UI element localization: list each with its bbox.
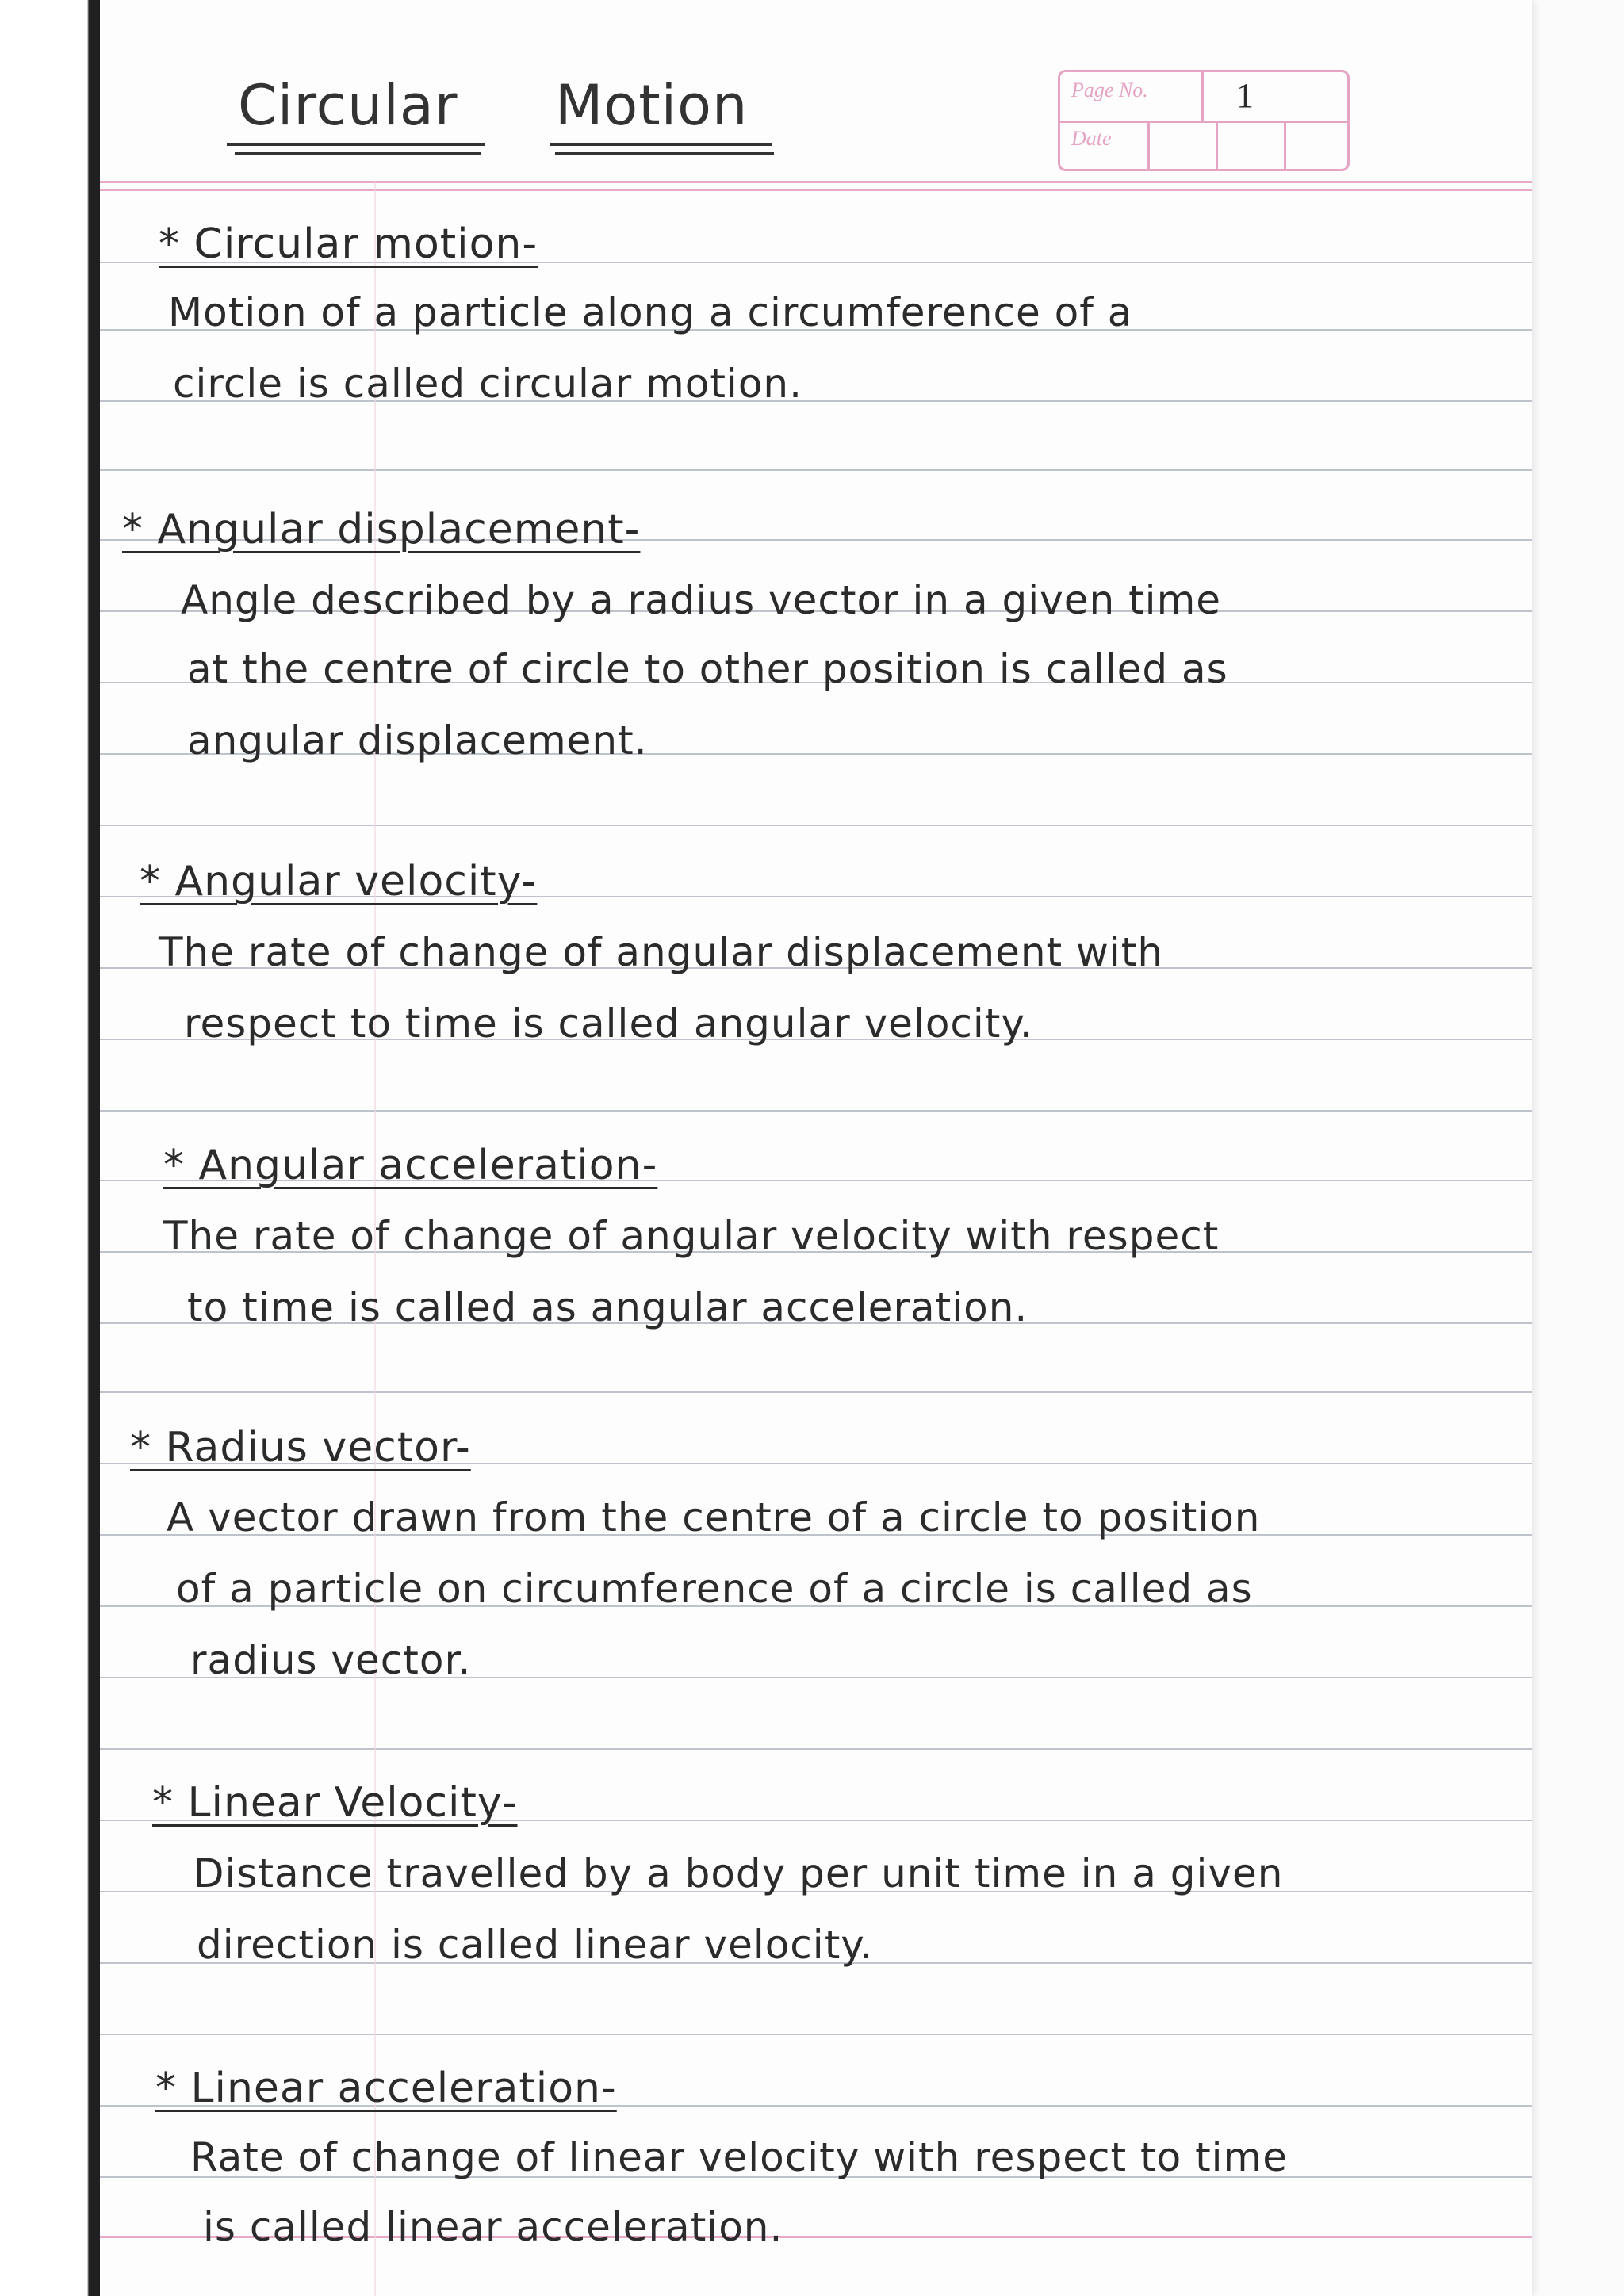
section-heading-linear-velocity: * Linear Velocity- — [152, 1779, 518, 1827]
section-heading-angular-acceleration: * Angular acceleration- — [163, 1142, 658, 1189]
body-line: Rate of change of linear velocity with respect to time — [190, 2134, 1289, 2180]
section-heading-angular-velocity: * Angular velocity- — [140, 858, 538, 905]
body-line: direction is called linear velocity. — [197, 1922, 873, 1968]
body-line: is called linear acceleration. — [203, 2204, 783, 2250]
cell-divider — [1201, 72, 1204, 121]
page-title-part1: Circular — [238, 73, 458, 138]
ruled-line — [100, 1748, 1532, 1750]
section-heading-angular-displacement: * Angular displacement- — [122, 506, 641, 553]
page-no-label: Page No. — [1071, 78, 1148, 101]
title-underline — [550, 143, 772, 146]
header-rule-2 — [100, 189, 1532, 191]
date-label: Date — [1071, 127, 1112, 150]
section-heading-circular-motion: * Circular motion- — [159, 220, 538, 268]
body-line: The rate of change of angular displacement with — [159, 929, 1164, 975]
body-line: Distance travelled by a body per unit time in a given — [193, 1850, 1284, 1896]
body-line: at the centre of circle to other position is called as — [187, 646, 1228, 692]
page-number: 1 — [1236, 76, 1254, 115]
title-underline — [555, 152, 774, 155]
cell-divider — [1216, 121, 1218, 169]
body-line: angular displacement. — [187, 718, 648, 763]
title-underline — [227, 143, 485, 146]
ruled-line — [100, 1391, 1532, 1393]
body-line: The rate of change of angular velocity with respect — [163, 1213, 1220, 1259]
ruled-line — [100, 1110, 1532, 1112]
body-line: respect to time is called angular velocity. — [184, 1001, 1033, 1047]
binding-edge — [89, 0, 100, 2296]
section-heading-radius-vector: * Radius vector- — [130, 1424, 471, 1471]
body-line: A vector drawn from the centre of a circle to position — [167, 1494, 1261, 1540]
page-number-row — [1060, 72, 1347, 123]
cell-divider — [1147, 121, 1150, 169]
body-line: of a particle on circumference of a circle is called as — [176, 1566, 1253, 1612]
cell-divider — [1284, 121, 1286, 169]
date-row — [1060, 121, 1347, 169]
body-line: to time is called as angular acceleration. — [187, 1284, 1028, 1330]
section-heading-linear-acceleration: * Linear acceleration- — [155, 2064, 617, 2112]
header-rule — [100, 181, 1532, 183]
page-title-part2: Motion — [555, 73, 749, 138]
notebook-binding — [0, 0, 102, 2296]
ruled-line — [100, 2034, 1532, 2035]
page-number-box — [1058, 70, 1350, 171]
ruled-line — [100, 825, 1532, 826]
ruled-line — [100, 469, 1532, 471]
body-line: radius vector. — [190, 1637, 472, 1683]
body-line: circle is called circular motion. — [173, 361, 802, 407]
title-underline — [235, 152, 481, 155]
body-line: Angle described by a radius vector in a given time — [181, 577, 1222, 623]
body-line: Motion of a particle along a circumference of a — [168, 289, 1133, 335]
